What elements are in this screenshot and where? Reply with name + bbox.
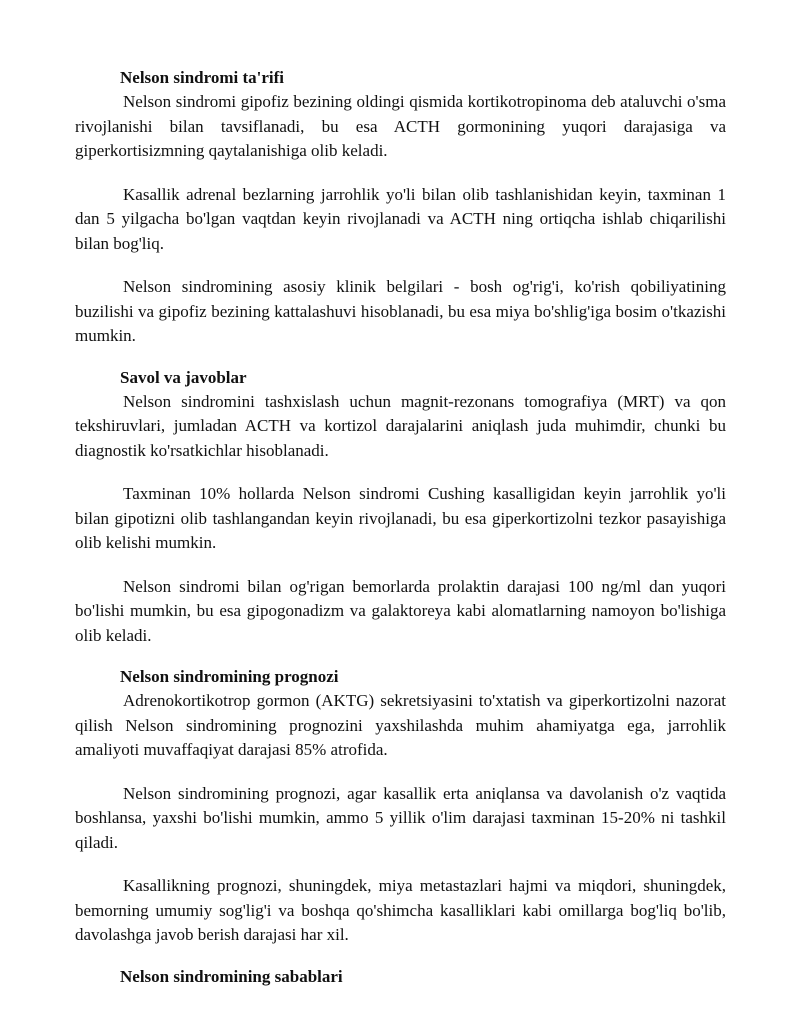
paragraph: Nelson sindromi bilan og'rigan bemorlarda prolaktin darajasi 100 ng/ml dan yuqori bo'lishi mumkin, bu esa gipogonadizm va galaktoreya kabi alomatlarning namoyon bo'lishiga olib keladi. [75, 576, 726, 645]
paragraph: Nelson sindromini tashxislash uchun magnit-rezonans tomografiya (MRT) va qon tekshiruvlari, jumladan ACTH va kortizol darajalarini aniqlash juda muhimdir, chunki bu diagnostik ko'rsatkichlar hisoblanadi. [75, 391, 726, 460]
section-questions [75, 366, 726, 649]
section-causes [75, 965, 726, 989]
paragraph: Kasallikning prognozi, shuningdek, miya metastazlari hajmi va miqdori, shuningdek, bemorning umumiy sog'lig'i va boshqa qo'shimcha kasalliklari kabi omillarga bog'liq bo'lib, davolashga javob berish darajasi har xil. [75, 876, 726, 944]
paragraph: Nelson sindromining prognozi, agar kasallik erta aniqlansa va davolanish o'z vaqtida boshlansa, yaxshi bo'lishi mumkin, ammo 5 yillik o'lim darajasi taxminan 15-20% ni tashkil qiladi. [75, 783, 726, 852]
paragraph: Adrenokortikotrop gormon (AKTG) sekretsiyasini to'xtatish va giperkortizolni nazorat qilish Nelson sindromining prognozini yaxshilashda muhim ahamiyatga ega, jarrohlik amaliyoti muvaffaqiyat darajasi 85% atrofida. [75, 691, 726, 759]
section-heading: Nelson sindromining prognozi [120, 667, 339, 686]
paragraph: Nelson sindromining asosiy klinik belgilari - bosh og'rig'i, ko'rish qobiliyatining buzilishi va gipofiz bezining kattalashuvi hisoblanadi, bu esa miya bo'shlig'iga bosim o'tkazishi mumkin. [75, 277, 726, 345]
paragraph: Kasallik adrenal bezlarning jarrohlik yo'li bilan olib tashlanishidan keyin, taxminan 1 dan 5 yilgacha bo'lgan vaqtdan keyin rivojlanadi va ACTH ning ortiqcha ishlab chiqarilishi bilan bog'liq. [75, 184, 726, 253]
paragraph: Nelson sindromi gipofiz bezining oldingi qismida kortikotropinoma deb ataluvchi o'sma rivojlanishi bilan tavsiflanadi, bu esa ACTH gormonining yuqori darajasiga va giperkortisizmning qaytalanishiga olib keladi. [75, 92, 726, 160]
paragraph: Taxminan 10% hollarda Nelson sindromi Cushing kasalligidan keyin jarrohlik yo'li bilan gipotizni olib tashlangandan keyin rivojlanadi, bu esa giperkortizolni tezkor pasayishiga olib kelishi mumkin. [75, 484, 726, 552]
section-definition [75, 66, 726, 349]
section-heading: Nelson sindromining sabablari [120, 966, 343, 986]
section-heading: Nelson sindromi ta'rifi [120, 68, 285, 87]
section-heading: Savol va javoblar [120, 367, 247, 387]
document-page [75, 66, 726, 989]
section-prognosis [75, 665, 726, 948]
